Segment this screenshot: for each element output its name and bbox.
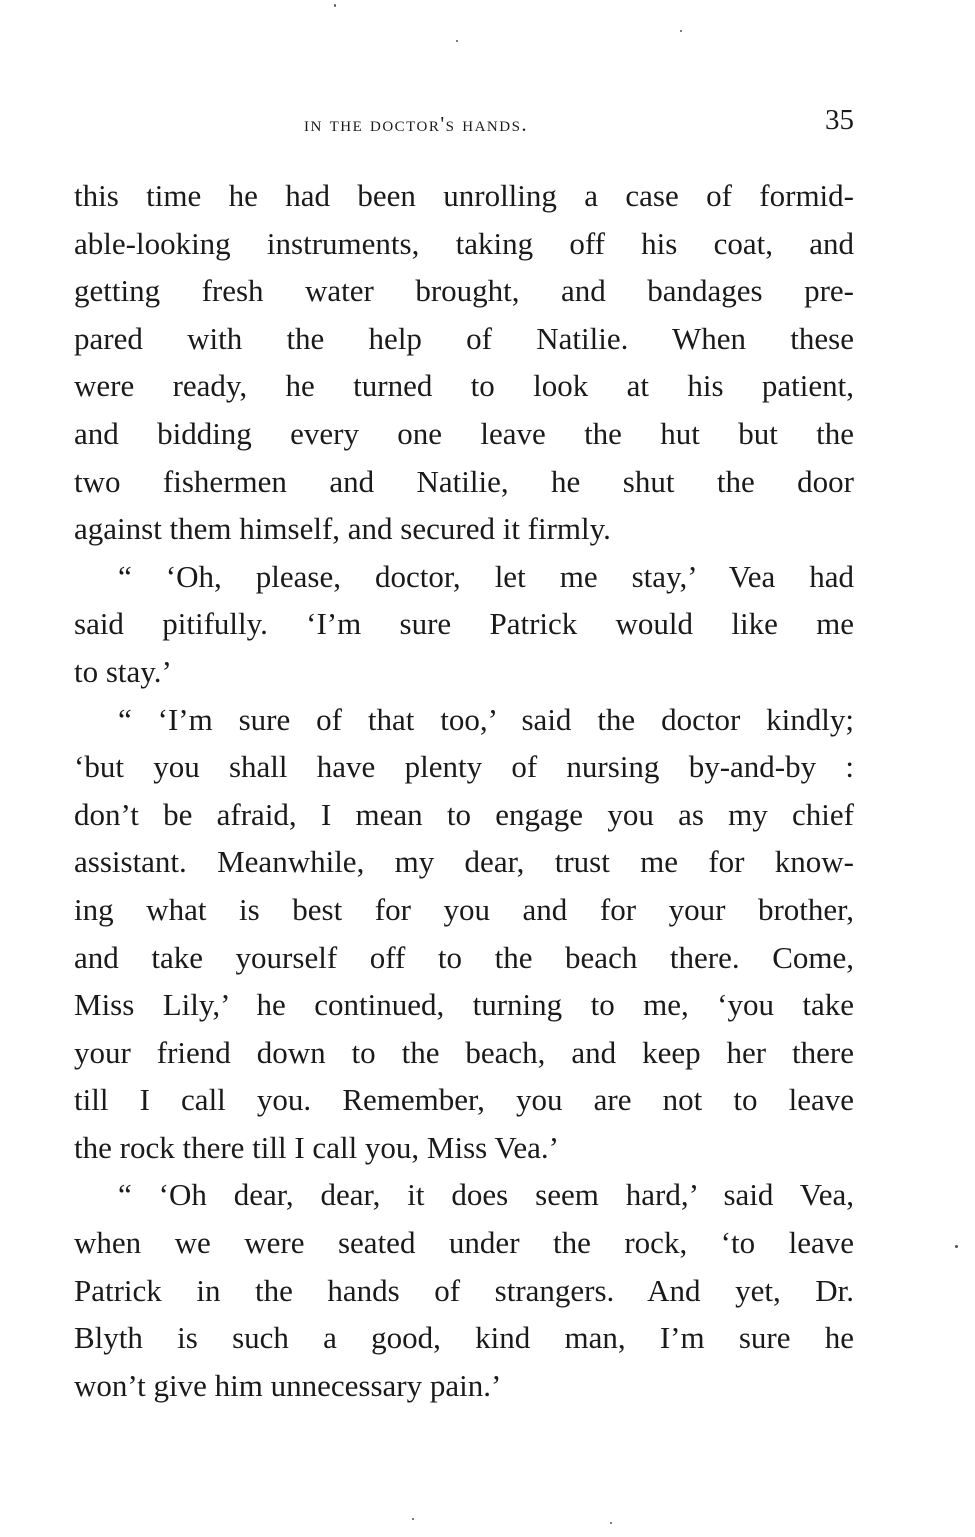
text-line: against them himself, and secured it firmly.: [74, 511, 611, 547]
paper-speck: [456, 40, 458, 42]
text-line: Blyth is such a good, kind man, I’m sure he: [74, 1320, 854, 1356]
page-number: 35: [825, 104, 854, 136]
body-text: [74, 172, 854, 1409]
paper-speck: [610, 1522, 612, 1524]
text-line: and take yourself off to the beach there. Come,: [74, 939, 854, 975]
paper-speck: [334, 4, 336, 7]
text-line: “ ‘Oh dear, dear, it does seem hard,’ said Vea,: [118, 1177, 854, 1213]
text-line: Patrick in the hands of strangers. And yet, Dr.: [74, 1272, 854, 1308]
running-title: in the doctor's hands.: [304, 112, 529, 136]
text-line: till I call you. Remember, you are not to leave: [74, 1082, 854, 1118]
paper-speck: [680, 30, 682, 32]
text-line: getting fresh water brought, and bandages pre-: [74, 273, 854, 309]
text-line: “ ‘I’m sure of that too,’ said the doctor kindly;: [118, 701, 854, 737]
text-line: were ready, he turned to look at his patient,: [74, 368, 854, 404]
text-line: Miss Lily,’ he continued, turning to me, ‘you take: [74, 987, 854, 1023]
text-line: pared with the help of Natilie. When these: [74, 320, 854, 356]
page-header: [74, 104, 854, 144]
text-line: assistant. Meanwhile, my dear, trust me for know-: [74, 844, 854, 880]
text-line: ing what is best for you and for your brother,: [74, 891, 854, 927]
text-line: two fishermen and Natilie, he shut the door: [74, 463, 854, 499]
text-line: “ ‘Oh, please, doctor, let me stay,’ Vea had: [118, 558, 854, 594]
text-line: said pitifully. ‘I’m sure Patrick would like me: [74, 606, 854, 642]
text-line: and bidding every one leave the hut but the: [74, 415, 854, 451]
text-line: when we were seated under the rock, ‘to leave: [74, 1225, 854, 1261]
paper-speck: [955, 1245, 958, 1248]
text-line: your friend down to the beach, and keep her there: [74, 1034, 854, 1070]
text-line: the rock there till I call you, Miss Vea.’: [74, 1129, 559, 1165]
paper-speck: [412, 1518, 414, 1520]
text-line: this time he had been unrolling a case of formid-: [74, 178, 854, 213]
text-line: won’t give him unnecessary pain.’: [74, 1367, 502, 1403]
text-line: to stay.’: [74, 653, 172, 689]
text-line: able-looking instruments, taking off his coat, and: [74, 225, 854, 261]
text-line: ‘but you shall have plenty of nursing by-and-by :: [74, 749, 854, 785]
text-line: don’t be afraid, I mean to engage you as my chief: [74, 796, 854, 832]
